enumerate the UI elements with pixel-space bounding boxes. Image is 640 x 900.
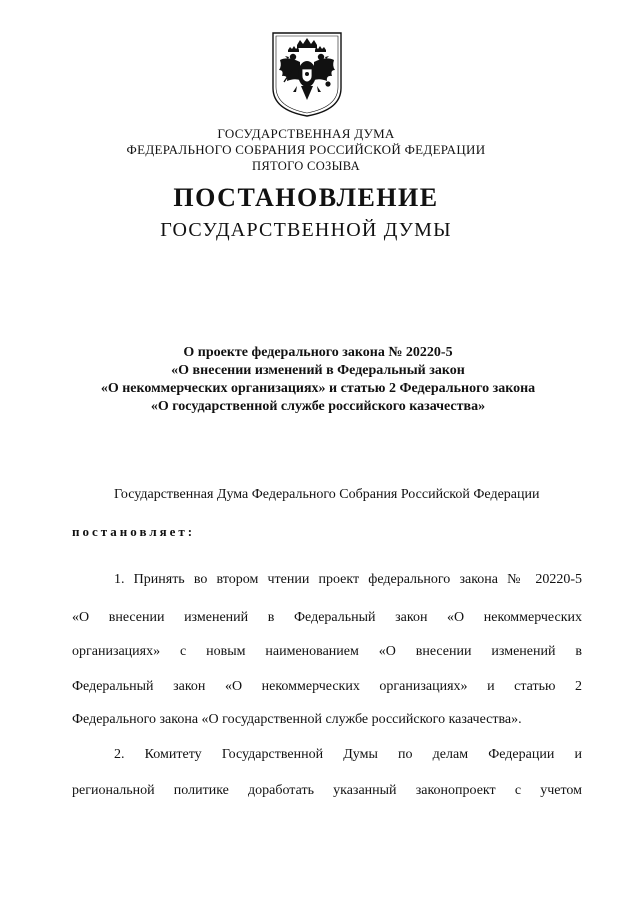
body-paragraph-line: 2. Комитету Государственной Думы по делам Федерации и	[114, 747, 582, 762]
body-paragraph-line: «О внесении изменений в Федеральный закон «О некоммерческих	[72, 610, 582, 625]
coat-of-arms-icon	[270, 30, 344, 118]
subject-line: О проекте федерального закона № 20220-5	[183, 345, 453, 360]
resolves-word: постановляет:	[72, 524, 196, 539]
body-paragraph-line: 1. Принять во втором чтении проект федерального закона № 20220-5	[114, 572, 582, 587]
header-line-2: ФЕДЕРАЛЬНОГО СОБРАНИЯ РОССИЙСКОЙ ФЕДЕРАЦИИ	[126, 142, 486, 157]
body-paragraph-line: организациях» с новым наименованием «О внесении изменений в	[72, 644, 582, 659]
preamble-text: Государственная Дума Федерального Собрания Российской Федерации	[114, 487, 540, 502]
subject-line: «О некоммерческих организациях» и статью 2 Федерального закона	[100, 381, 536, 396]
subject-line: «О внесении изменений в Федеральный закон	[171, 363, 465, 378]
subject-line: «О государственной службе российского казачества»	[150, 399, 486, 414]
body-paragraph-line: Федерального закона «О государственной службе российского казачества».	[72, 712, 522, 727]
document-subject	[0, 344, 636, 416]
document-type-title: ПОСТАНОВЛЕНИЕ	[173, 183, 439, 212]
header-line-3: ПЯТОГО СОЗЫВА	[252, 159, 360, 173]
header-line-1: ГОСУДАРСТВЕННАЯ ДУМА	[217, 126, 395, 141]
body-paragraph-line: региональной политике доработать указанный законопроект с учетом	[72, 783, 582, 798]
body-paragraph-line: Федеральный закон «О некоммерческих организациях» и статью 2	[72, 679, 582, 694]
document-issuer-subtitle: ГОСУДАРСТВЕННОЙ ДУМЫ	[160, 219, 452, 241]
